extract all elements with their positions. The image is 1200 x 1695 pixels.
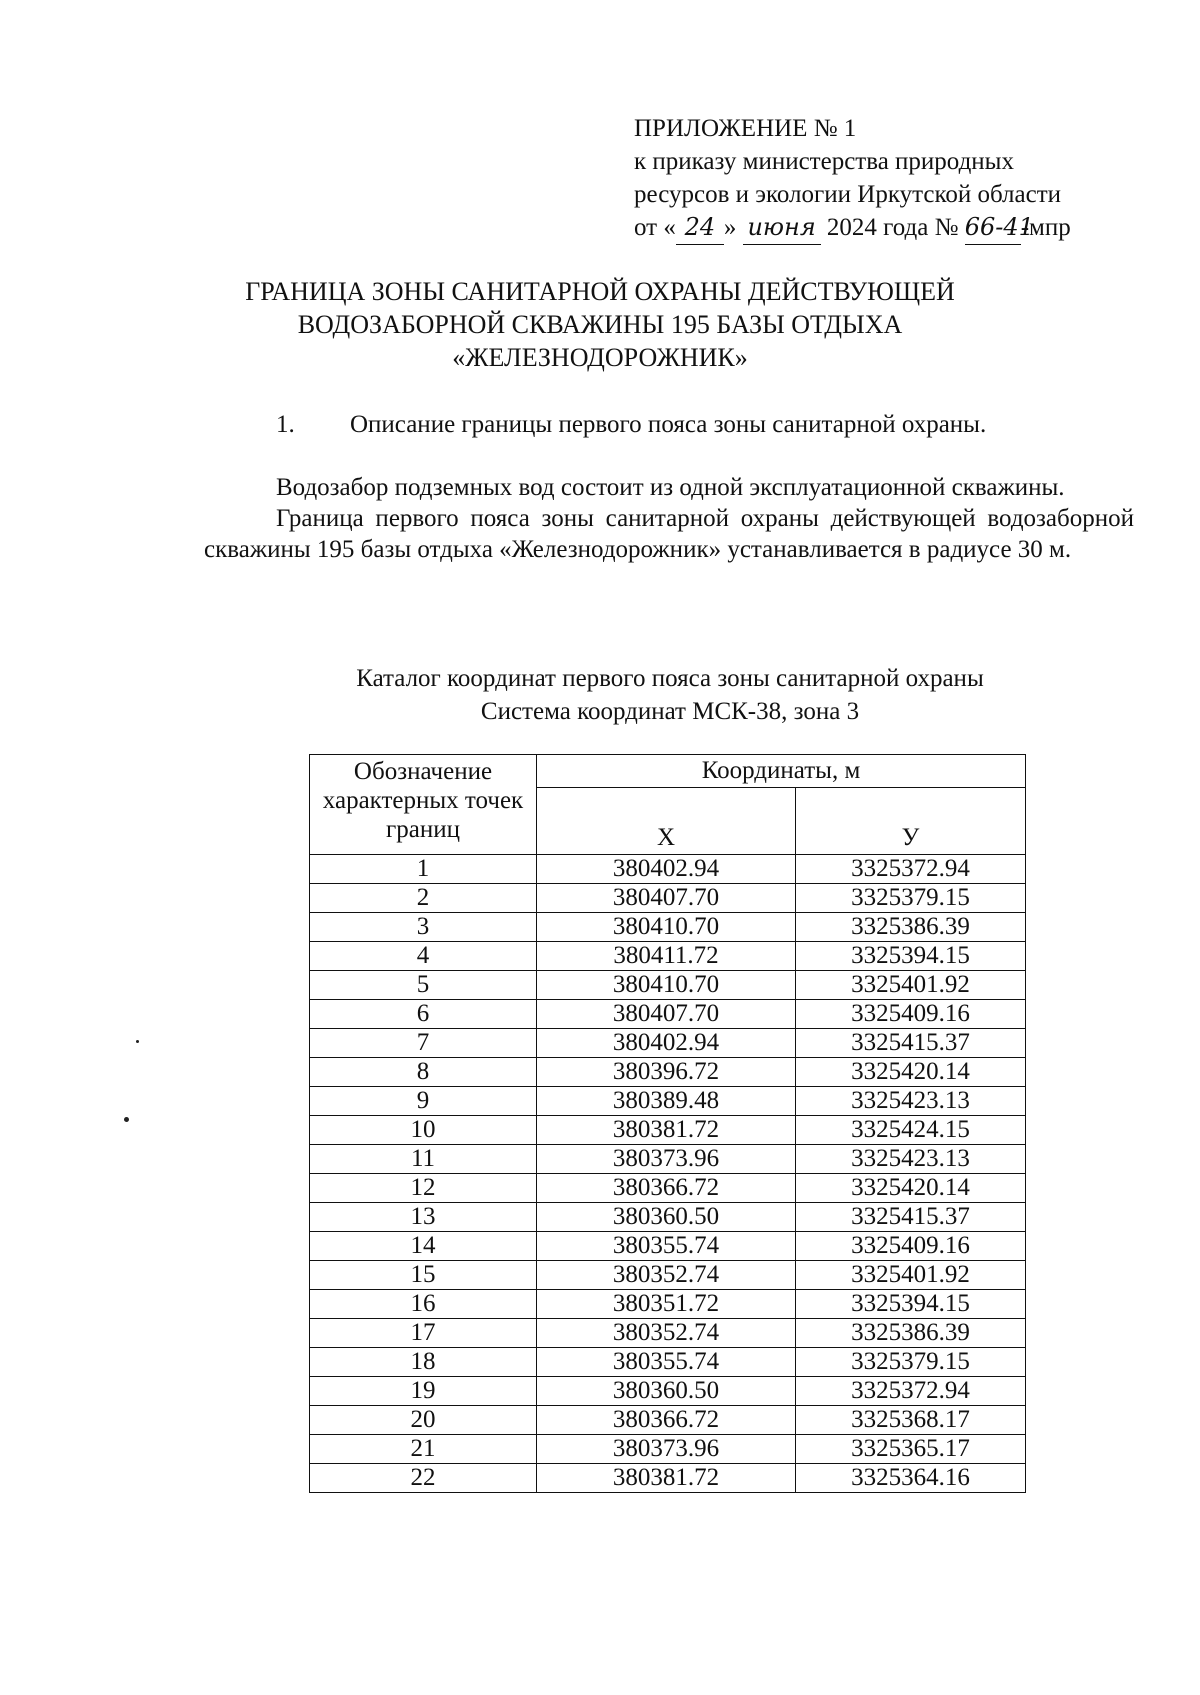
cell-x: 380381.72: [537, 1464, 796, 1493]
date-mid: »: [723, 214, 737, 241]
cell-x: 380407.70: [537, 1000, 796, 1029]
cell-y: 3325401.92: [796, 1261, 1026, 1290]
cell-y: 3325386.39: [796, 1319, 1026, 1348]
section-number: 1.: [276, 411, 295, 438]
title-line-1: ГРАНИЦА ЗОНЫ САНИТАРНОЙ ОХРАНЫ ДЕЙСТВУЮЩЕЙ: [245, 277, 955, 306]
table-row: [310, 1058, 1026, 1087]
table-row: [310, 1145, 1026, 1174]
cell-x: 380411.72: [537, 942, 796, 971]
cell-x: 380366.72: [537, 1406, 796, 1435]
header-coordinates: Координаты, м: [537, 755, 1026, 788]
table-row: [310, 855, 1026, 884]
cell-y: 3325372.94: [796, 855, 1026, 884]
cell-point: 15: [310, 1261, 537, 1290]
annex-line-2: к приказу министерства природных: [634, 148, 1014, 175]
catalog-caption: [150, 662, 1190, 728]
header-point: Обозначение характерных точек границ: [310, 755, 537, 855]
cell-x: 380407.70: [537, 884, 796, 913]
table-row: [310, 1290, 1026, 1319]
cell-point: 21: [310, 1435, 537, 1464]
cell-x: 380410.70: [537, 913, 796, 942]
table-row: [310, 1377, 1026, 1406]
annex-date-line: [634, 211, 1071, 245]
cell-point: 13: [310, 1203, 537, 1232]
cell-x: 380381.72: [537, 1116, 796, 1145]
scan-speck: [136, 1040, 139, 1043]
cell-x: 380360.50: [537, 1203, 796, 1232]
cell-point: 8: [310, 1058, 537, 1087]
body-text: [204, 472, 1134, 565]
cell-y: 3325394.15: [796, 942, 1026, 971]
table-row: [310, 1116, 1026, 1145]
paragraph-2: Граница первого пояса зоны санитарной охраны действующей водозаборной скважины 195 базы отдыха «Железнодорожник» устанавливается в радиусе 30 м.: [204, 505, 1134, 563]
header-x: Х: [537, 788, 796, 855]
date-month-handwritten: июня: [743, 211, 821, 245]
table-row: [310, 913, 1026, 942]
coordinates-table: [309, 754, 1026, 1493]
cell-y: 3325379.15: [796, 1348, 1026, 1377]
cell-y: 3325386.39: [796, 913, 1026, 942]
scan-dot: [124, 1117, 129, 1122]
table-row: [310, 1261, 1026, 1290]
annex-header: [634, 112, 1071, 245]
cell-x: 380360.50: [537, 1377, 796, 1406]
cell-x: 380352.74: [537, 1319, 796, 1348]
table-row: [310, 1406, 1026, 1435]
cell-x: 380396.72: [537, 1058, 796, 1087]
cell-point: 7: [310, 1029, 537, 1058]
table-row: [310, 1435, 1026, 1464]
table-row: [310, 884, 1026, 913]
cell-y: 3325401.92: [796, 971, 1026, 1000]
cell-y: 3325409.16: [796, 1232, 1026, 1261]
cell-x: 380355.74: [537, 1232, 796, 1261]
caption-line-1: Каталог координат первого пояса зоны санитарной охраны: [356, 665, 984, 692]
cell-x: 380355.74: [537, 1348, 796, 1377]
table-row: [310, 1203, 1026, 1232]
cell-y: 3325368.17: [796, 1406, 1026, 1435]
table-row: [310, 1174, 1026, 1203]
cell-y: 3325409.16: [796, 1000, 1026, 1029]
cell-point: 16: [310, 1290, 537, 1319]
cell-y: 3325372.94: [796, 1377, 1026, 1406]
order-suffix: -мпр: [1020, 214, 1071, 241]
paragraph-1: Водозабор подземных вод состоит из одной эксплуатационной скважины.: [276, 474, 1065, 501]
cell-point: 2: [310, 884, 537, 913]
cell-y: 3325420.14: [796, 1174, 1026, 1203]
cell-point: 22: [310, 1464, 537, 1493]
date-prefix: от «: [634, 214, 676, 241]
cell-x: 380410.70: [537, 971, 796, 1000]
cell-point: 14: [310, 1232, 537, 1261]
table-row: [310, 942, 1026, 971]
cell-y: 3325423.13: [796, 1087, 1026, 1116]
table-row: [310, 1087, 1026, 1116]
cell-x: 380366.72: [537, 1174, 796, 1203]
table-row: [310, 1232, 1026, 1261]
cell-point: 5: [310, 971, 537, 1000]
cell-y: 3325394.15: [796, 1290, 1026, 1319]
cell-point: 3: [310, 913, 537, 942]
cell-y: 3325364.16: [796, 1464, 1026, 1493]
cell-point: 18: [310, 1348, 537, 1377]
cell-point: 10: [310, 1116, 537, 1145]
document-title: [150, 275, 1050, 374]
cell-x: 380402.94: [537, 855, 796, 884]
cell-point: 17: [310, 1319, 537, 1348]
cell-point: 11: [310, 1145, 537, 1174]
title-line-3: «ЖЕЛЕЗНОДОРОЖНИК»: [452, 343, 748, 372]
cell-point: 19: [310, 1377, 537, 1406]
cell-y: 3325424.15: [796, 1116, 1026, 1145]
section-title: Описание границы первого пояса зоны санитарной охраны.: [350, 411, 987, 438]
table-row: [310, 971, 1026, 1000]
order-number-handwritten: 66-41: [965, 211, 1021, 245]
cell-point: 1: [310, 855, 537, 884]
cell-point: 20: [310, 1406, 537, 1435]
cell-y: 3325415.37: [796, 1029, 1026, 1058]
table-row: [310, 1464, 1026, 1493]
cell-x: 380351.72: [537, 1290, 796, 1319]
cell-y: 3325415.37: [796, 1203, 1026, 1232]
cell-x: 380389.48: [537, 1087, 796, 1116]
date-year: 2024 года №: [826, 214, 959, 241]
section-heading: [276, 408, 986, 441]
table-row: [310, 1348, 1026, 1377]
cell-point: 4: [310, 942, 537, 971]
header-y: У: [796, 788, 1026, 855]
cell-x: 380373.96: [537, 1435, 796, 1464]
cell-y: 3325379.15: [796, 884, 1026, 913]
cell-x: 380352.74: [537, 1261, 796, 1290]
date-day-handwritten: 24: [676, 211, 724, 245]
cell-y: 3325420.14: [796, 1058, 1026, 1087]
cell-y: 3325423.13: [796, 1145, 1026, 1174]
cell-x: 380402.94: [537, 1029, 796, 1058]
table-row: [310, 1029, 1026, 1058]
caption-line-2: Система координат МСК-38, зона 3: [480, 698, 860, 725]
table-row: [310, 1000, 1026, 1029]
annex-line-3: ресурсов и экологии Иркутской области: [634, 181, 1062, 208]
cell-point: 6: [310, 1000, 537, 1029]
table-row: [310, 1319, 1026, 1348]
cell-point: 9: [310, 1087, 537, 1116]
table-body: [310, 855, 1026, 1493]
cell-x: 380373.96: [537, 1145, 796, 1174]
cell-point: 12: [310, 1174, 537, 1203]
annex-title: ПРИЛОЖЕНИЕ № 1: [634, 115, 857, 142]
title-line-2: ВОДОЗАБОРНОЙ СКВАЖИНЫ 195 БАЗЫ ОТДЫХА: [297, 310, 903, 339]
cell-y: 3325365.17: [796, 1435, 1026, 1464]
